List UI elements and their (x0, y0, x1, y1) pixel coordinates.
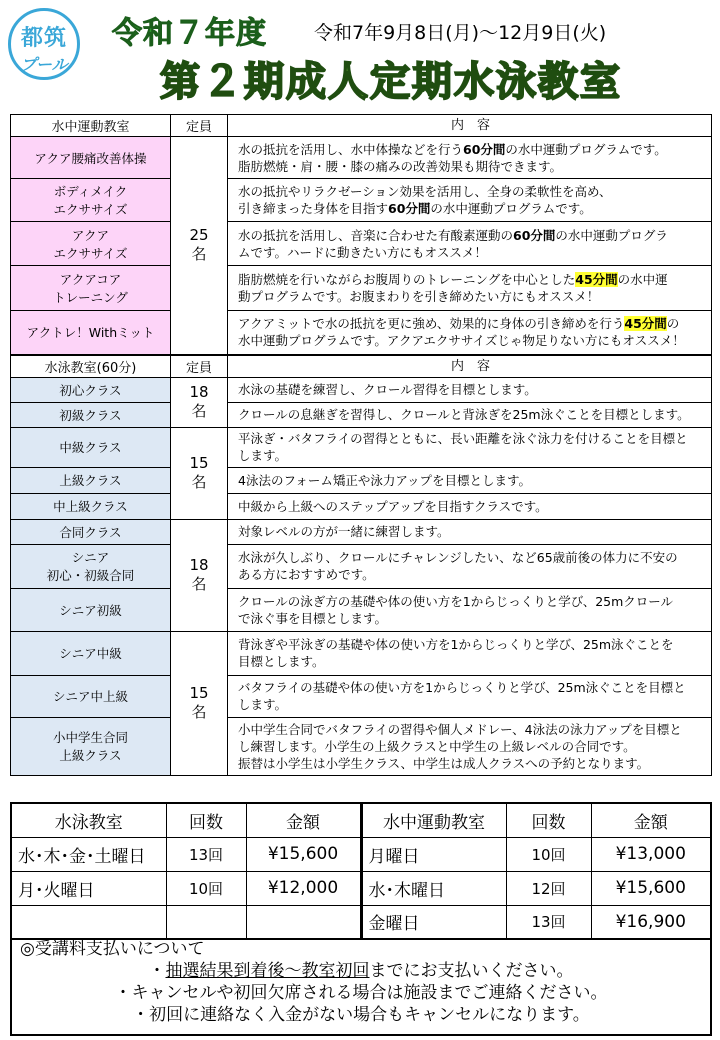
class-name: アクア腰痛改善体操 (11, 137, 171, 179)
fee-days: 月曜日 (361, 837, 506, 871)
table-row (11, 402, 712, 427)
payment-notes (10, 938, 712, 1036)
class-table (10, 114, 712, 776)
fee-header-row (11, 803, 711, 837)
aqua-capacity: 25 名 (171, 137, 228, 355)
fee-empty-cell (166, 905, 246, 939)
table-row (11, 544, 712, 588)
class-name: 上級クラス (11, 467, 171, 493)
class-name: 初心クラス (11, 377, 171, 402)
class-description: 水泳の基礎を練習し、クロール習得を目標とします。 (228, 377, 712, 402)
capacity-15: 15 名 (171, 631, 228, 775)
fee-count: 13回 (166, 837, 246, 871)
fee-head-count: 回数 (506, 803, 591, 837)
class-name: ボディメイク エクササイズ (11, 179, 171, 222)
note-line: ・抽選結果到着後～教室初回までにお支払いください。 (148, 961, 574, 981)
class-description: 水の抵抗を活用し、水中体操などを行う60分間の水中運動プログラムです。 脂肪燃焼・肩・腰・膝の痛みの改善効果も期待できます。 (228, 137, 712, 179)
fee-head-swim: 水泳教室 (11, 803, 166, 837)
class-description: 平泳ぎ・バタフライの習得とともに、長い距離を泳ぐ泳力を付けることを目標と します。 (228, 427, 712, 467)
swim-header-row (11, 355, 712, 378)
note-line: ・キャンセルや初回欠席される場合は施設までご連絡ください。 (114, 983, 608, 1003)
aqua-header-row (11, 115, 712, 137)
fee-table (10, 802, 712, 940)
fee-days: 月･火曜日 (11, 871, 166, 905)
table-row (11, 588, 712, 631)
class-description: バタフライの基礎や体の使い方を1からじっくりと学び、25m泳ぐことを目標と します。 (228, 675, 712, 717)
fee-days: 水･木･金･土曜日 (11, 837, 166, 871)
fee-price: ¥13,000 (591, 837, 711, 871)
logo-text-line2: プール (20, 55, 68, 74)
fee-price: ¥15,600 (591, 871, 711, 905)
table-row (11, 519, 712, 544)
fee-price: ¥15,600 (246, 837, 361, 871)
class-name: 初級クラス (11, 402, 171, 427)
fee-price: ¥12,000 (246, 871, 361, 905)
table-row (11, 427, 712, 467)
table-row (11, 311, 712, 355)
class-name: シニア中上級 (11, 675, 171, 717)
fee-head-price: 金額 (591, 803, 711, 837)
fee-days: 水･木曜日 (361, 871, 506, 905)
class-description: アクアミットで水の抵抗を更に強め、効果的に身体の引き締めを行う45分間の 水中運動プログラムです。アクアエクササイズじゃ物足りない方にもオススメ！ (228, 311, 712, 355)
class-description: 水の抵抗を活用し、音楽に合わせた有酸素運動の60分間の水中運動プログラ ムです。ハードに動きたい方にもオススメ！ (228, 222, 712, 266)
swim-col-class: 水泳教室(60分) (11, 355, 171, 378)
table-row (11, 493, 712, 519)
fee-row (11, 837, 711, 871)
class-description: クロールの泳ぎ方の基礎や体の使い方を1からじっくりと学び、25mクロール で泳ぐ事を目標とします。 (228, 588, 712, 631)
note-line: ・初回に連絡なく入金がない場合もキャンセルになります。 (132, 1005, 590, 1025)
capacity-18: 18 名 (171, 519, 228, 631)
table-row (11, 377, 712, 402)
class-name: アクアコア トレーニング (11, 266, 171, 311)
fee-count: 10回 (166, 871, 246, 905)
fee-row (11, 871, 711, 905)
table-row (11, 631, 712, 675)
swim-col-content: 内 容 (228, 355, 712, 378)
class-description: 背泳ぎや平泳ぎの基礎や体の使い方を1からじっくりと学び、25m泳ぐことを 目標とします。 (228, 631, 712, 675)
class-name: 中上級クラス (11, 493, 171, 519)
fee-head-aqua: 水中運動教室 (361, 803, 506, 837)
fee-price: ¥16,900 (591, 905, 711, 939)
class-name: シニア中級 (11, 631, 171, 675)
course-dates: 令和7年9月8日(月)～12月9日(火) (314, 22, 607, 44)
class-description: 4泳法のフォーム矯正や泳力アップを目標とします。 (228, 467, 712, 493)
class-description: 小中学生合同でバタフライの習得や個人メドレー、4泳法の泳力アップを目標と し練習します。小学生の上級クラスと中学生の上級レベルの合同です。 振替は小学生は小学生クラス、中学生は成人クラスへの予約となります。 (228, 717, 712, 775)
fee-head-count: 回数 (166, 803, 246, 837)
fee-empty-cell (246, 905, 361, 939)
table-row (11, 137, 712, 179)
logo-text-line1: 都筑 (20, 26, 67, 51)
page-title: 第２期成人定期水泳教室 (160, 59, 622, 105)
class-name: アクア エクササイズ (11, 222, 171, 266)
table-row (11, 179, 712, 222)
fee-head-price: 金額 (246, 803, 361, 837)
table-row (11, 266, 712, 311)
fiscal-year-label: 令和７年度 (112, 16, 267, 51)
table-row (11, 222, 712, 266)
aqua-col-class: 水中運動教室 (11, 115, 171, 137)
fee-days: 金曜日 (361, 905, 506, 939)
fee-count: 12回 (506, 871, 591, 905)
capacity-18: 18 名 (171, 377, 228, 427)
fee-empty-cell (11, 905, 166, 939)
class-name: シニア初級 (11, 588, 171, 631)
aqua-col-content: 内 容 (228, 115, 712, 137)
class-description: 中級から上級へのステップアップを目指すクラスです。 (228, 493, 712, 519)
class-description: クロールの息継ぎを習得し、クロールと背泳ぎを25m泳ぐことを目標とします。 (228, 402, 712, 427)
aqua-col-capacity: 定員 (171, 115, 228, 137)
fee-count: 10回 (506, 837, 591, 871)
table-row (11, 675, 712, 717)
fee-row (11, 905, 711, 939)
class-description: 水の抵抗やリラクゼーション効果を活用し、全身の柔軟性を高め、 引き締まった身体を目指す60分間の水中運動プログラムです。 (228, 179, 712, 222)
fee-count: 13回 (506, 905, 591, 939)
capacity-15: 15 名 (171, 427, 228, 519)
class-name: 合同クラス (11, 519, 171, 544)
class-name: シニア 初心・初級合同 (11, 544, 171, 588)
class-description: 水泳が久しぶり、クロールにチャレンジしたい、など65歳前後の体力に不安の ある方におすすめです。 (228, 544, 712, 588)
class-name: 中級クラス (11, 427, 171, 467)
class-description: 脂肪燃焼を行いながらお腹周りのトレーニングを中心とした45分間の水中運 動プログラムです。お腹まわりを引き締めたい方にもオススメ！ (228, 266, 712, 311)
class-name: 小中学生合同 上級クラス (11, 717, 171, 775)
notes-title: ◎受講料支払いについて (20, 939, 205, 959)
table-row (11, 717, 712, 775)
class-description: 対象レベルの方が一緒に練習します。 (228, 519, 712, 544)
swim-col-capacity: 定員 (171, 355, 228, 378)
pool-logo (8, 8, 80, 80)
table-row (11, 467, 712, 493)
class-name: アクトレ！Withミット (11, 311, 171, 355)
